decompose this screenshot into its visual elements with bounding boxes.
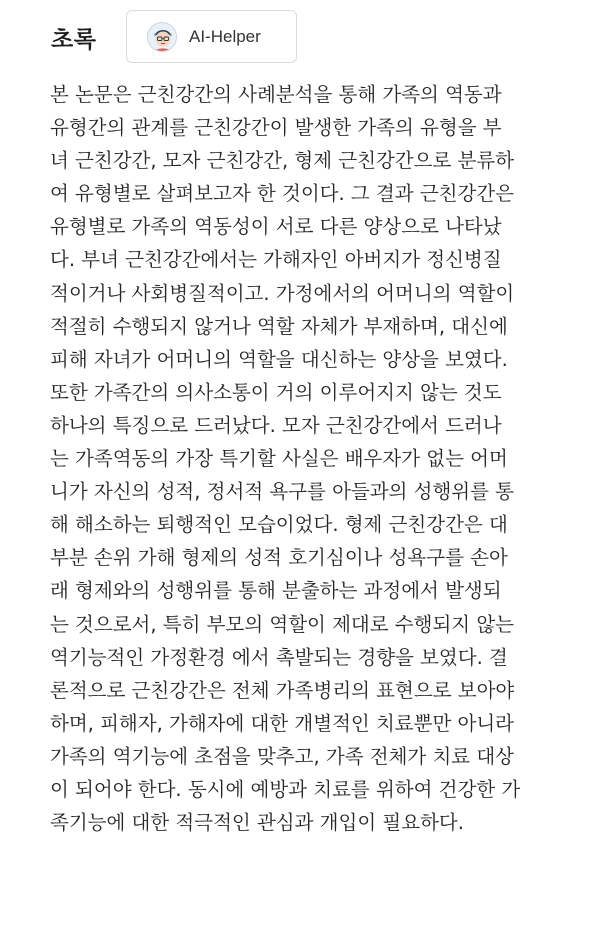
abstract-line: 부분 손위 가해 형제의 성적 호기심이나 성욕구를 손아	[50, 546, 508, 570]
header	[51, 10, 96, 64]
abstract-line: 이 되어야 한다. 동시에 예방과 치료를 위하여 건강한 가	[50, 777, 521, 801]
abstract-line: 는 것으로서, 특히 부모의 역할이 제대로 수행되지 않는	[50, 612, 515, 636]
abstract-line: 래 형제와의 성행위를 통해 분출하는 과정에서 발생되	[50, 579, 502, 603]
abstract-line: 론적으로 근친강간은 전체 가족병리의 표현으로 보아야	[50, 678, 515, 702]
abstract-line: 다. 부녀 근친강간에서는 가해자인 아버지가 정신병질	[50, 248, 502, 272]
abstract-line: 적절히 수행되지 않거나 역할 자체가 부재하며, 대신에	[50, 314, 508, 338]
abstract-line: 해 해소하는 퇴행적인 모습이었다. 형제 근친강간은 대	[50, 513, 508, 537]
abstract-title: 초록	[51, 26, 97, 53]
abstract-line: 유형별로 가족의 역동성이 서로 다른 양상으로 나타났	[50, 215, 502, 239]
abstract-line: 가족의 역기능에 초점을 맞추고, 가족 전체가 치료 대상	[50, 744, 515, 768]
abstract-line: 니가 자신의 성적, 정서적 욕구를 아들과의 성행위를 통	[50, 480, 515, 504]
abstract-line: 하며, 피해자, 가해자에 대한 개별적인 치료뿐만 아니라	[50, 711, 515, 735]
ai-helper-label: AI-Helper	[189, 26, 261, 46]
abstract-line: 는 가족역동의 가장 특기할 사실은 배우자가 없는 어머	[50, 447, 508, 471]
abstract-line: 유형간의 관계를 근친강간이 발생한 가족의 유형을 부	[50, 116, 502, 140]
abstract-line: 피해 자녀가 어머니의 역할을 대신하는 양상을 보였다.	[50, 347, 508, 371]
abstract-line: 녀 근친강간, 모자 근친강간, 형제 근친강간으로 분류하	[50, 149, 515, 173]
abstract-body	[50, 78, 570, 839]
abstract-line: 적이거나 사회병질적이고. 가정에서의 어머니의 역할이	[50, 281, 515, 305]
abstract-line: 또한 가족간의 의사소통이 거의 이루어지지 않는 것도	[50, 380, 502, 404]
abstract-line: 족기능에 대한 적극적인 관심과 개입이 필요하다.	[50, 811, 464, 835]
ai-helper-avatar-icon	[147, 22, 177, 52]
abstract-line: 본 논문은 근친강간의 사례분석을 통해 가족의 역동과	[50, 83, 502, 106]
ai-helper-button[interactable]	[126, 10, 297, 63]
abstract-line: 하나의 특징으로 드러났다. 모자 근친강간에서 드러나	[50, 413, 502, 437]
abstract-line: 여 유형별로 살펴보고자 한 것이다. 그 결과 근친강간은	[50, 182, 515, 206]
abstract-line: 역기능적인 가정환경 에서 촉발되는 경향을 보였다. 결	[50, 645, 508, 669]
